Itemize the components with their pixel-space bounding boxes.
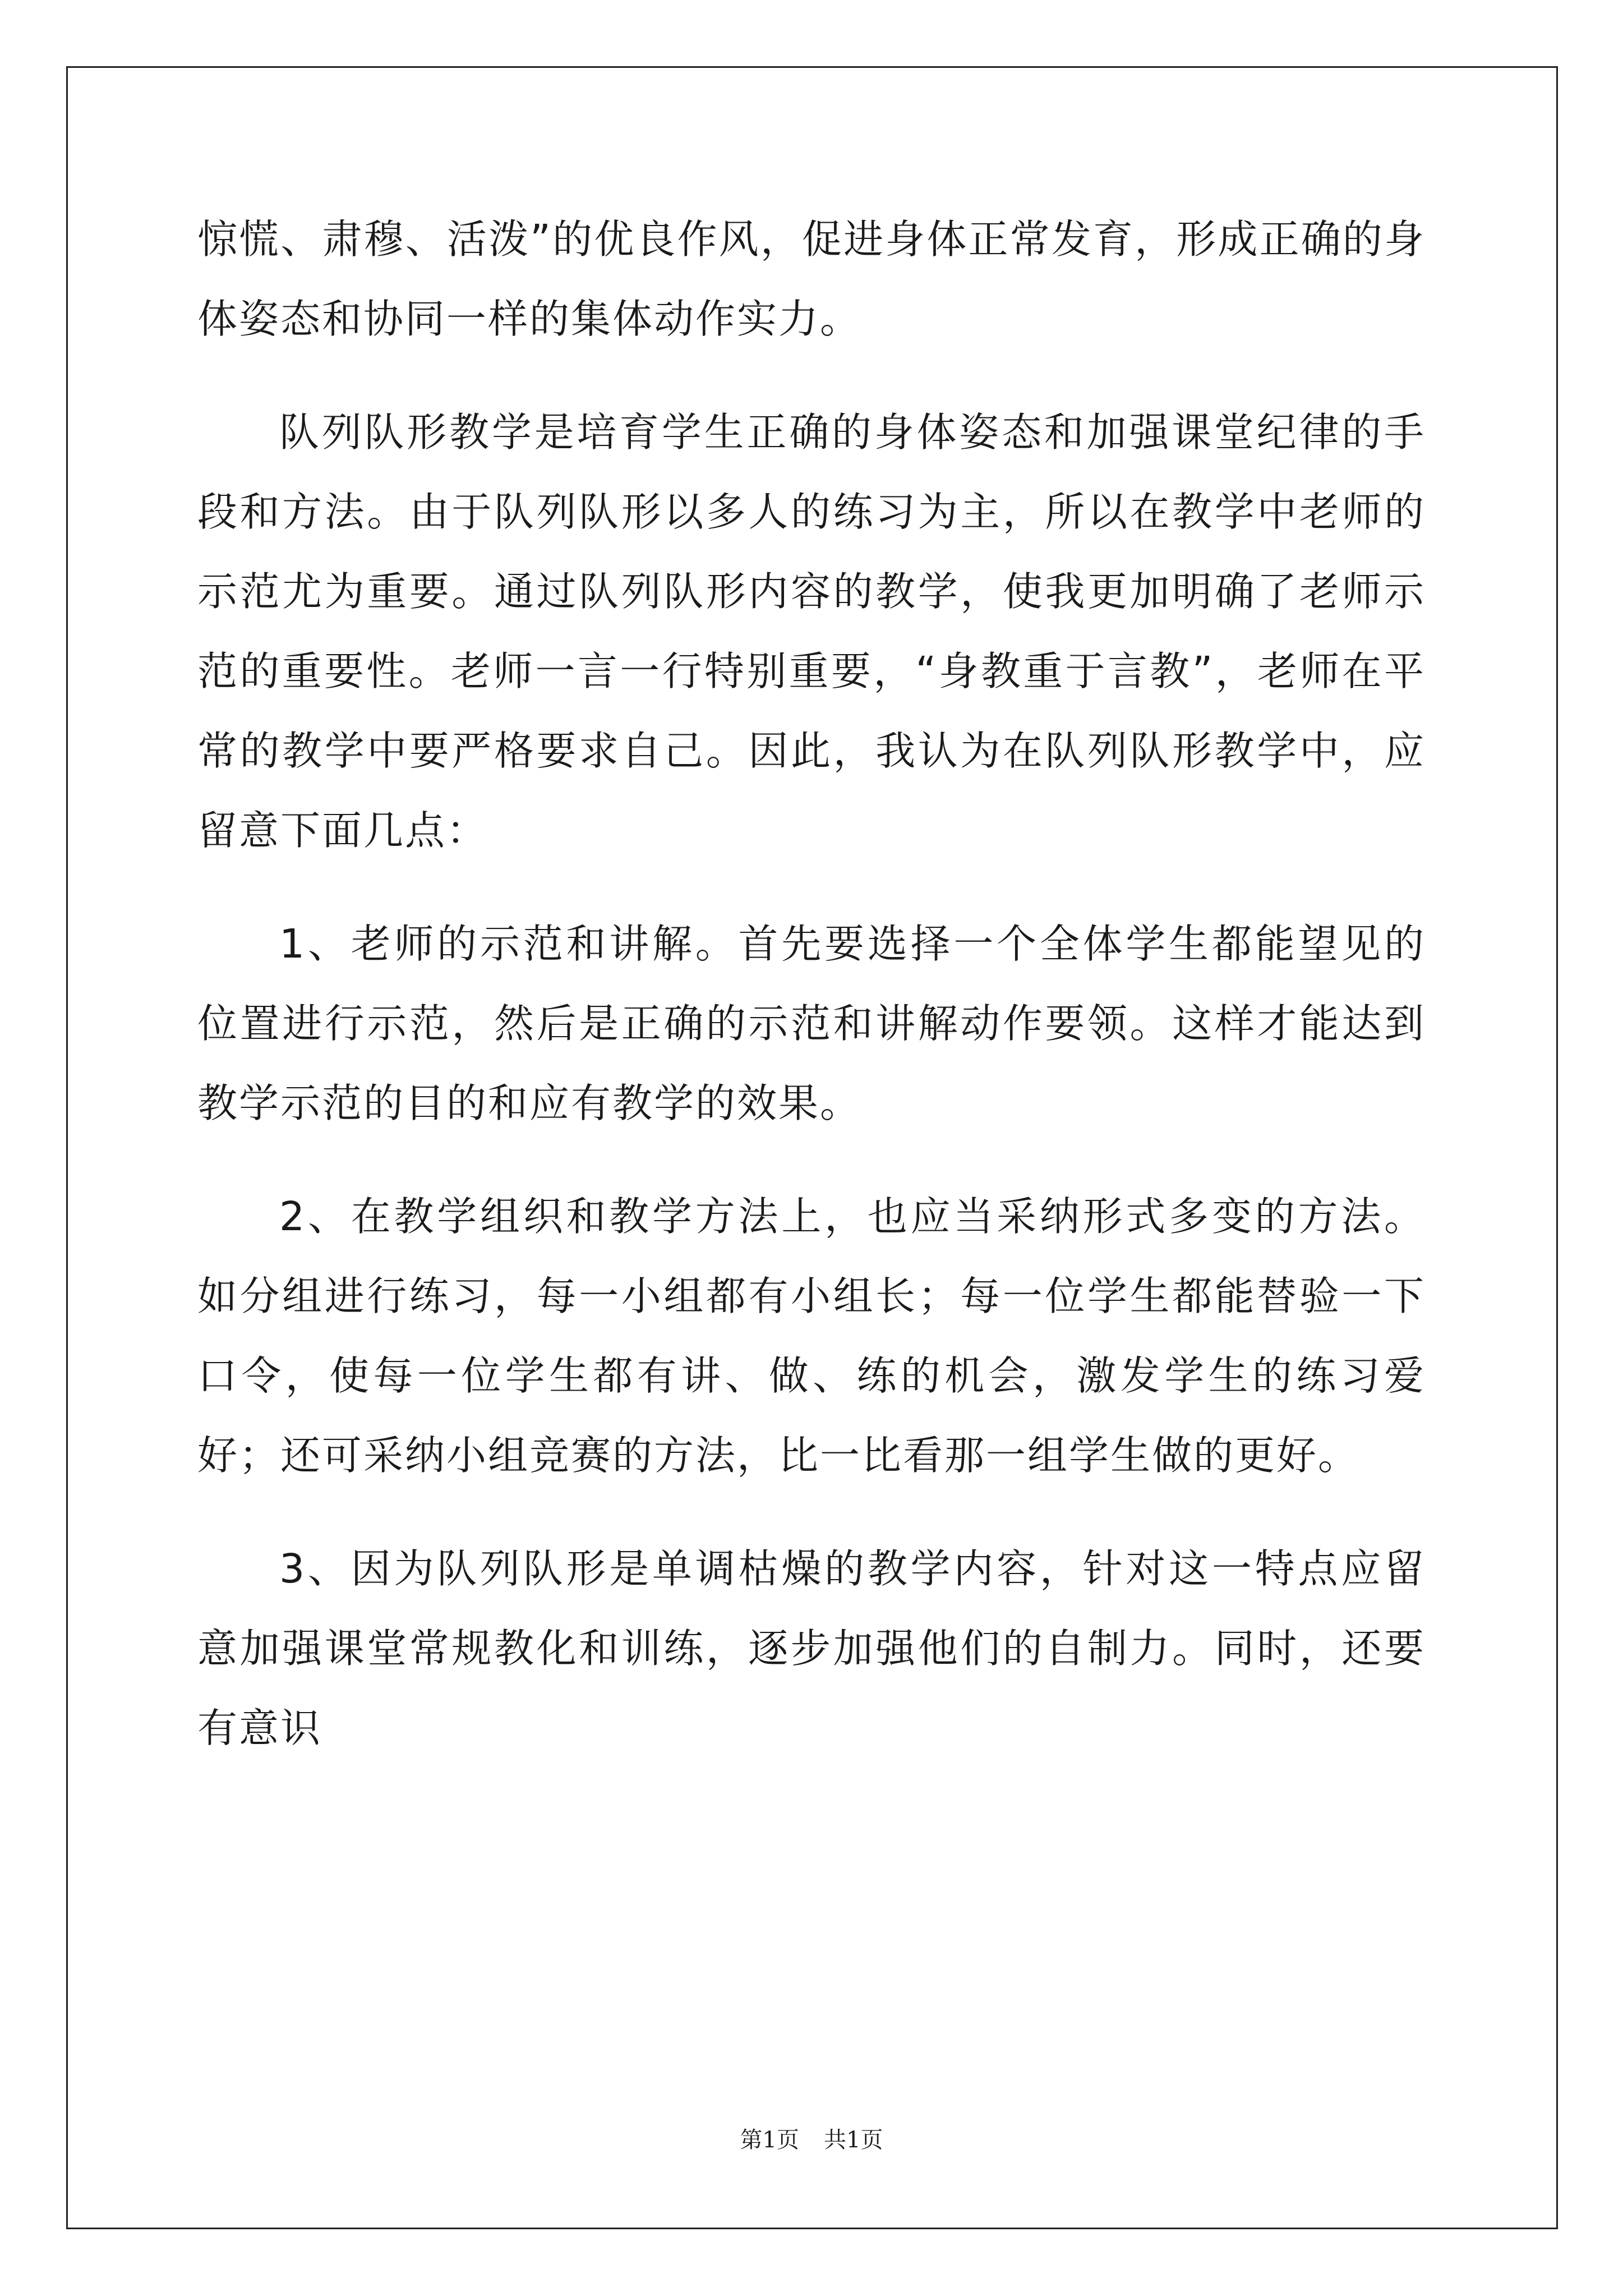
paragraph-5: 3、因为队列队形是单调枯燥的教学内容，针对这一特点应留意加强课堂常规教化和训练，逐步加强他们的自制力。同时，还要有意识 (197, 1545, 1426, 1751)
paragraph-3: 1、老师的示范和讲解。首先要选择一个全体学生都能望见的位置进行示范，然后是正确的示范和讲解动作要领。这样才能达到教学示范的目的和应有教学的效果。 (197, 921, 1426, 1126)
page-footer (0, 2125, 1623, 2155)
page-total: 共1页 (824, 2127, 883, 2153)
paragraph-1: 惊慌、肃穆、活泼”的优良作风，促进身体正常发育，形成正确的身体姿态和协同一样的集体动作实力。 (197, 216, 1426, 342)
document-body (197, 200, 1426, 1768)
paragraph-4: 2、在教学组织和教学方法上，也应当采纳形式多变的方法。如分组进行练习，每一小组都有小组长；每一位学生都能替验一下口令，使每一位学生都有讲、做、练的机会，激发学生的练习爱好；还可采纳小组竞赛的方法，比一比看那一组学生做的更好。 (197, 1193, 1426, 1479)
paragraph-2: 队列队形教学是培育学生正确的身体姿态和加强课堂纪律的手段和方法。由于队列队形以多人的练习为主，所以在教学中老师的示范尤为重要。通过队列队形内容的教学，使我更加明确了老师示范的重要性。老师一言一行特别重要，“身教重于言教”，老师在平常的教学中要严格要求自己。因此，我认为在队列队形教学中，应留意下面几点： (197, 409, 1426, 854)
page-number: 第1页 (740, 2127, 799, 2153)
